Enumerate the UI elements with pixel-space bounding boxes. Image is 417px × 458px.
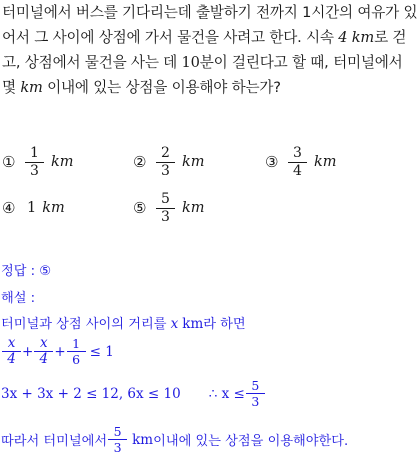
fraction: $\frac{5}{3}$ bbox=[158, 191, 173, 226]
answer-label: 정답 : ⑤ bbox=[1, 264, 52, 279]
fraction: $\frac{x}{4}$ bbox=[36, 336, 51, 367]
fraction: $\frac{1}{3}$ bbox=[27, 145, 42, 180]
fraction: $\frac{1}{6}$ bbox=[69, 336, 84, 367]
choice-number: ② bbox=[133, 153, 147, 171]
problem-line-2: 어서 그 사이에 상점에 가서 물건을 사려고 한다. 시속 4 km로 걷 bbox=[2, 29, 407, 46]
conclusion-line: 따라서 터미널에서 $\frac{5}{3}$ km 이내에 있는 상점을 이용해야한다. bbox=[1, 424, 349, 455]
choice-number: ① bbox=[2, 153, 16, 171]
fraction: $\frac{2}{3}$ bbox=[158, 145, 173, 180]
fraction: $\frac{x}{4}$ bbox=[4, 336, 19, 367]
fraction: $\frac{5}{3}$ bbox=[110, 424, 125, 455]
fraction: $\frac{3}{4}$ bbox=[290, 145, 305, 180]
choice-number: ④ bbox=[2, 199, 16, 217]
fraction: $\frac{5}{3}$ bbox=[248, 378, 263, 409]
choice-2[interactable]: ② $\frac{2}{3}$ km bbox=[133, 144, 205, 179]
whole-number: 1 bbox=[27, 200, 37, 216]
problem-line-4: 몇 km 이내에 있는 상점을 이용해야 하는가? bbox=[2, 79, 281, 96]
choice-1[interactable]: ① $\frac{1}{3}$ km bbox=[2, 144, 74, 179]
equation-1: $\frac{x}{4}$ + $\frac{x}{4}$ + $\frac{1}{6}$ ≤ 1 bbox=[1, 336, 114, 367]
speed-value: 4 km bbox=[338, 29, 375, 46]
problem-line-3: 고, 상점에서 물건을 사는 데 10분이 걸린다고 할 때, 터미널에서 bbox=[2, 54, 403, 71]
choice-number: ③ bbox=[265, 153, 279, 171]
choice-4[interactable]: ④ 1 km bbox=[2, 199, 65, 217]
problem-text bbox=[2, 0, 417, 100]
choice-5[interactable]: ⑤ $\frac{5}{3}$ km bbox=[133, 190, 205, 225]
choice-3[interactable]: ③ $\frac{3}{4}$ km bbox=[265, 144, 337, 179]
problem-line-1: 터미널에서 버스를 기다리는데 출발하기 전까지 1시간의 여유가 있 bbox=[2, 4, 417, 21]
explanation-label: 해설 : bbox=[1, 291, 36, 306]
minutes-value: 10 bbox=[181, 54, 200, 71]
equation-2: 3x + 3x + 2 ≤ 12, 6x ≤ 10 ∴ x ≤ $\frac{5}{3}$ bbox=[1, 378, 266, 409]
unit-km: km bbox=[20, 79, 43, 96]
choice-number: ⑤ bbox=[133, 199, 147, 217]
solution-line-1: 터미널과 상점 사이의 거리를 x km라 하면 bbox=[1, 316, 246, 332]
